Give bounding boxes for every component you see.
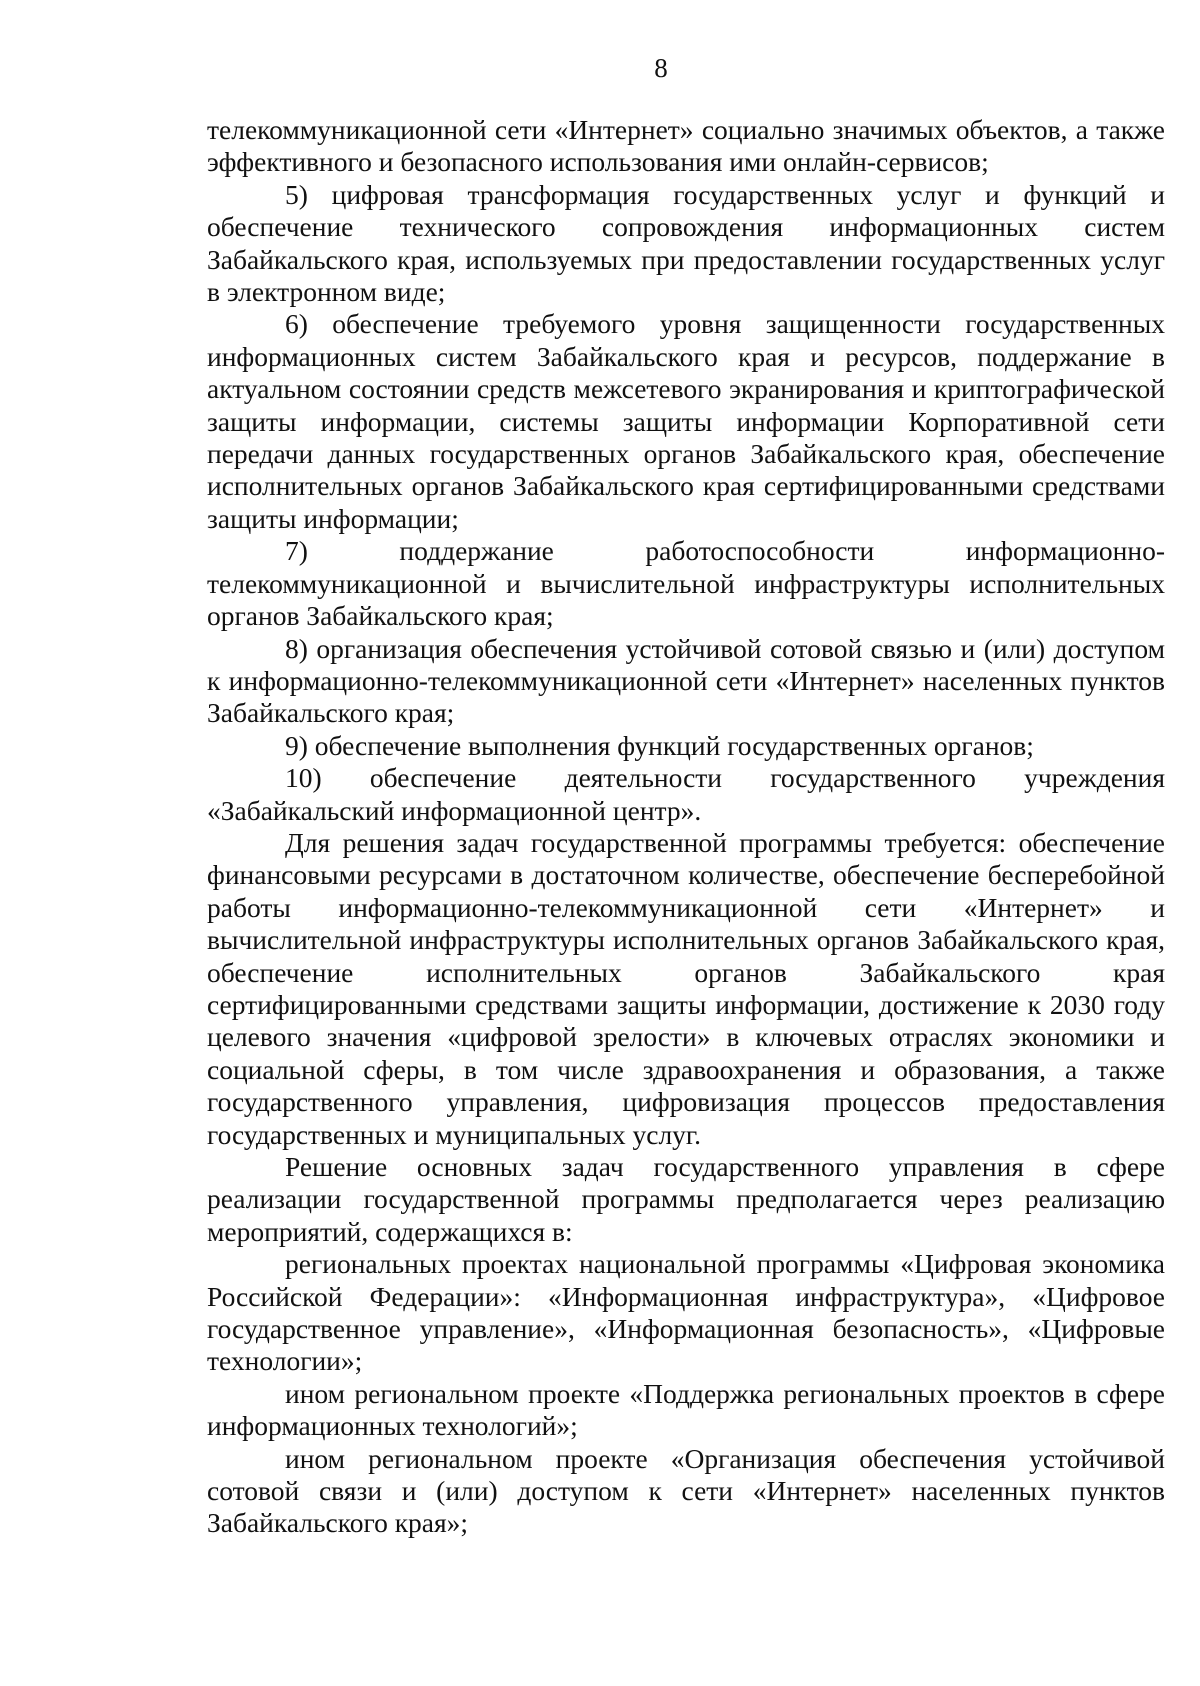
list-item-national-projects: региональных проектах национальной программы «Цифровая экономика Российской Федерации»: «Информационная инфраструктура», «Цифровое государственное управление», «Информационная безопасность», «Цифровые технологии»; xyxy=(207,1248,1165,1377)
list-item-it-projects: ином региональном проекте «Поддержка региональных проектов в сфере информационных технологий»; xyxy=(207,1377,1165,1442)
list-item-10: 10) обеспечение деятельности государственного учреждения «Забайкальский информационной центр». xyxy=(207,762,1165,826)
list-item-7: 7) поддержание работоспособности информационно-телекоммуникационной и вычислительной инфраструктуры исполнительных органов Забайкальского края; xyxy=(207,535,1165,632)
paragraph-solutions: Решение основных задач государственного управления в сфере реализации государственной программы предполагается через реализацию мероприятий, содержащихся в: xyxy=(207,1151,1165,1247)
list-item-8: 8) организация обеспечения устойчивой сотовой связью и (или) доступом к информационно-телекоммуникационной сети «Интернет» населенных пунктов Забайкальского края; xyxy=(207,632,1165,729)
list-item-cellular-project: ином региональном проекте «Организация обеспечения устойчивой сотовой связи и (или) доступом к сети «Интернет» населенных пунктов Забайкальского края»; xyxy=(207,1442,1165,1539)
list-item-5: 5) цифровая трансформация государственных услуг и функций и обеспечение технического сопровождения информационных систем Забайкальского края, используемых при предоставлении государственных услуг в электронном виде; xyxy=(207,178,1165,308)
paragraph-continuation: телекоммуникационной сети «Интернет» социально значимых объектов, а также эффективного и безопасного использования ими онлайн-сервисов; xyxy=(207,114,1165,178)
page-number: 8 xyxy=(654,53,668,83)
paragraph-requirements: Для решения задач государственной программы требуется: обеспечение финансовыми ресурсами в достаточном количестве, обеспечение бесперебойной работы информационно-телекоммуникационной сети «Интернет» и вычислительной инфраструктуры исполнительных органов Забайкальского края, обеспечение исполнительных органов Забайкальского края сертифицированными средствами защиты информации, достижение к 2030 году целевого значения «цифровой зрелости» в ключевых отраслях экономики и социальной сферы, в том числе здравоохранения и образования, а также государственного управления, цифровизация процессов предоставления государственных и муниципальных услуг. xyxy=(207,826,1165,1150)
list-item-6: 6) обеспечение требуемого уровня защищенности государственных информационных систем Забайкальского края и ресурсов, поддержание в актуальном состоянии средств межсетевого экранирования и криптографической защиты информации, системы защиты информации Корпоративной сети передачи данных государственных органов Забайкальского края, обеспечение исполнительных органов Забайкальского края сертифицированными средствами защиты информации; xyxy=(207,308,1165,534)
list-item-9: 9) обеспечение выполнения функций государственных органов; xyxy=(285,729,1034,761)
document-body xyxy=(207,114,1165,1540)
